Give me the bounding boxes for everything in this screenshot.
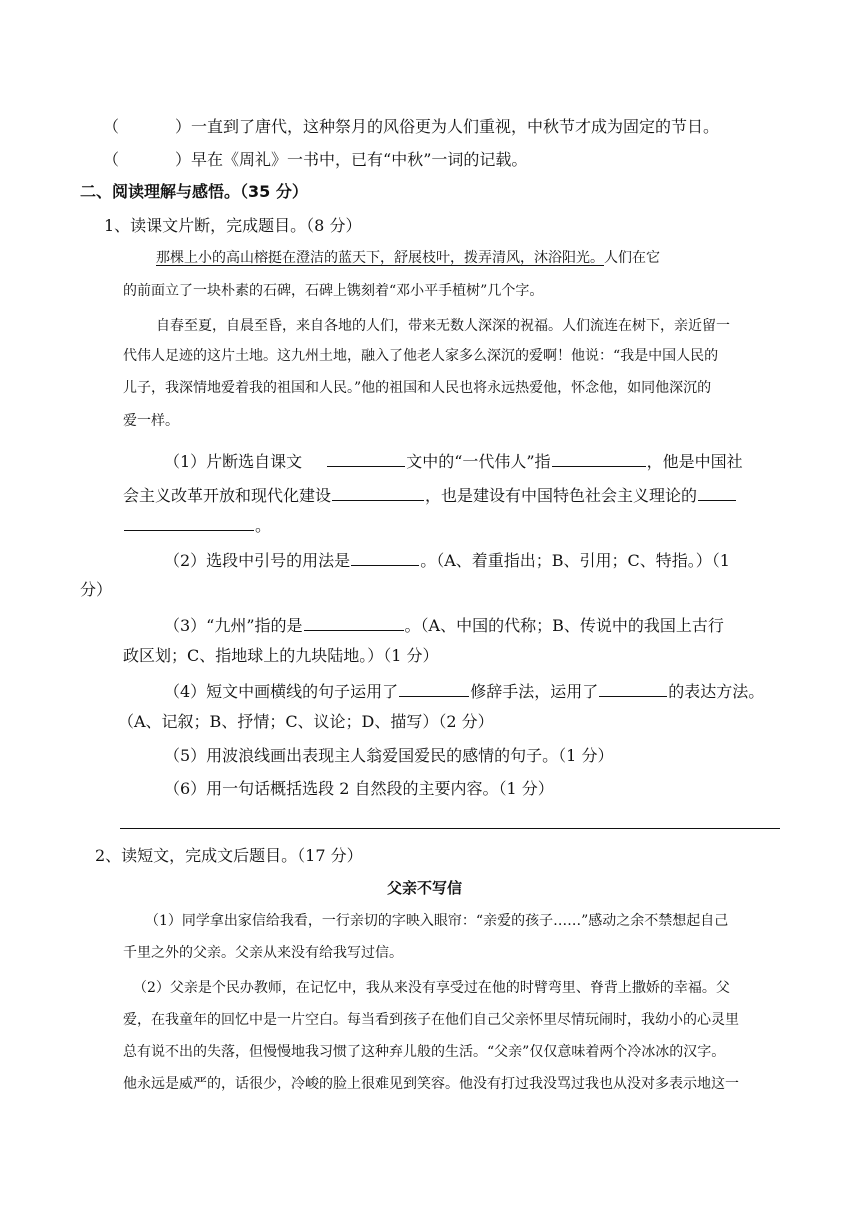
story-p1-line1: （1）同学拿出家信给我看，一行亲切的字映入眼帘：“亲爱的孩子……”感动之余不禁想起自己 xyxy=(145,913,729,929)
open-paren: （ xyxy=(103,150,120,169)
story-p2-line2: 爱，在我童年的回忆中是一片空白。每当看到孩子在他们自己父亲怀里尽情玩闹时，我幼小的心灵里 xyxy=(123,1012,739,1028)
blank-quote-usage[interactable] xyxy=(351,549,419,566)
blank-leader[interactable] xyxy=(552,450,646,467)
passage-text: 人们在它 xyxy=(604,250,660,266)
question-text: 。（A、中国的代称；B、传说中的我国上古行 xyxy=(404,616,724,635)
ordering-item-2 xyxy=(103,150,527,169)
question-text: （4）短文中画横线的句子运用了 xyxy=(164,682,399,701)
blank-theory-start[interactable] xyxy=(698,484,736,501)
question-text: 文中的“一代伟人”指 xyxy=(406,452,551,471)
sub-question-3-line1 xyxy=(164,614,724,635)
question-text: 的表达方法。 xyxy=(668,682,765,701)
underlined-sentence: 那棵上小的高山榕挺在澄洁的蓝天下，舒展枝叶，拨弄清风，沐浴阳光。 xyxy=(156,250,604,266)
sub-question-4-line2: （A、记叙；B、抒情；C、议论；D、描写）（2 分） xyxy=(118,712,494,731)
sub-question-4-line1 xyxy=(164,680,764,701)
blank-lesson[interactable] xyxy=(327,450,405,467)
sub-question-1-line3 xyxy=(123,514,271,535)
blank-rhetoric[interactable] xyxy=(399,680,469,697)
blank-jiuzhou[interactable] xyxy=(304,614,404,631)
passage-p1-line1 xyxy=(156,250,660,267)
story-p2-line1: （2）父亲是个民办教师，在记忆中，我从来没有享受过在他的时臂弯里、脊背上撒娇的幸福。父 xyxy=(133,980,730,996)
story-p2-line3: 总有说不出的失落，但慢慢地我习惯了这种弃儿般的生活。“父亲”仅仅意味着两个冷冰冰的汉字。 xyxy=(123,1044,726,1060)
sub-question-5: （5）用波浪线画出表现主人翁爱国爱民的感情的句子。（1 分） xyxy=(164,746,614,765)
item-text: 一直到了唐代，这种祭月的风俗更为人们重视，中秋节才成为固定的节日。 xyxy=(191,117,720,136)
story-p1-line2: 千里之外的父亲。父亲从来没有给我写过信。 xyxy=(123,945,403,961)
ordering-item-1 xyxy=(103,117,719,136)
story-title: 父亲不写信 xyxy=(387,879,463,897)
close-paren: ） xyxy=(175,117,192,136)
question-1-title: 1、读课文片断，完成题目。（8 分） xyxy=(104,216,362,235)
blank-theory-end[interactable] xyxy=(124,514,254,531)
passage-p2-line4: 爱一样。 xyxy=(123,413,179,429)
passage-p2-line3: 儿子，我深情地爱着我的祖国和人民。”他的祖国和人民也将永远热爱他，怀念他，如同他深沉的 xyxy=(123,380,712,396)
question-text: （1）片断选自课文 xyxy=(164,452,303,471)
question-text: 。 xyxy=(255,516,272,535)
question-text: （3）“九州”指的是 xyxy=(164,616,303,635)
sub-question-2-line2: 分） xyxy=(80,580,113,599)
question-text: 。（A、着重指出；B、引用；C、特指。）（1 xyxy=(420,551,730,570)
question-text: 修辞手法，运用了 xyxy=(470,682,599,701)
blank-expression[interactable] xyxy=(599,680,667,697)
sub-question-2-line1 xyxy=(164,549,730,570)
passage-p1-line2: 的前面立了一块朴素的石碑，石碑上镌刻着“邓小平手植树”几个字。 xyxy=(123,283,544,299)
sub-question-1-line2 xyxy=(123,484,737,505)
question-2-title: 2、读短文，完成文后题目。（17 分） xyxy=(95,846,363,865)
question-text: ，也是建设有中国特色社会主义理论的 xyxy=(425,486,698,505)
sub-question-3-line2: 政区划；C、指地球上的九块陆地。）（1 分） xyxy=(123,646,439,665)
blank-designer[interactable] xyxy=(332,484,424,501)
question-text: 会主义改革开放和现代化建设 xyxy=(123,486,332,505)
open-paren: （ xyxy=(103,117,120,136)
passage-p2-line1: 自春至夏，自晨至昏，来自各地的人们，带来无数人深深的祝福。人们流连在树下，亲近留一 xyxy=(156,318,730,334)
question-text: ，他是中国社 xyxy=(646,452,743,471)
story-p2-line4: 他永远是威严的，话很少，冷峻的脸上很难见到笑容。他没有打过我没骂过我也从没对多表示地这一 xyxy=(123,1076,739,1092)
item-text: 早在《周礼》一书中，已有“中秋”一词的记载。 xyxy=(191,150,528,169)
answer-line[interactable] xyxy=(120,828,780,829)
question-text: （2）选段中引号的用法是 xyxy=(164,551,351,570)
sub-question-1-line1 xyxy=(164,450,743,471)
section-heading: 二、阅读理解与感悟。（35 分） xyxy=(80,182,308,201)
close-paren: ） xyxy=(175,150,192,169)
passage-p2-line2: 代伟人足迹的这片土地。这九州土地，融入了他老人家多么深沉的爱啊！他说：“我是中国人民的 xyxy=(123,348,719,364)
sub-question-6: （6）用一句话概括选段 2 自然段的主要内容。（1 分） xyxy=(164,779,554,798)
